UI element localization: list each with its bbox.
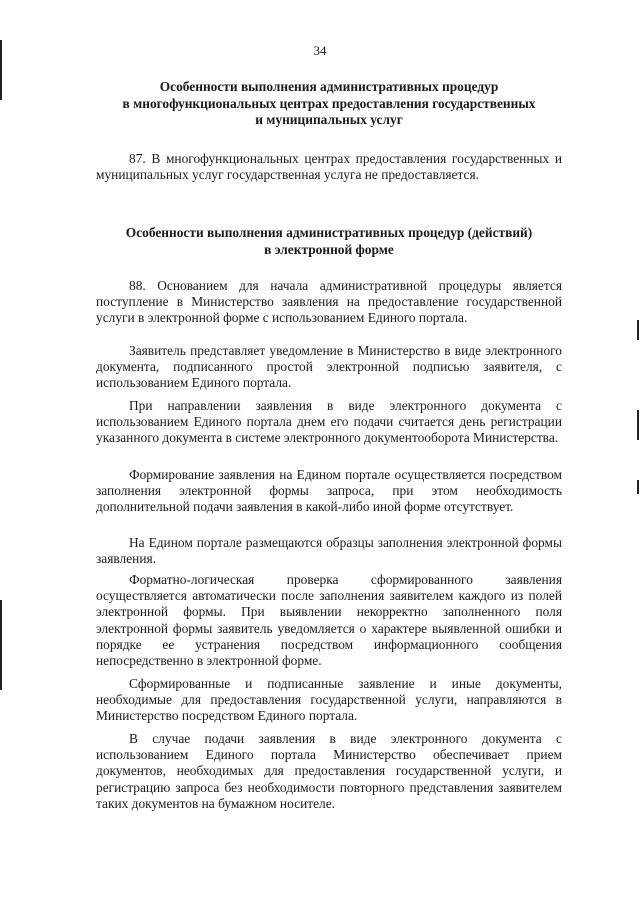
paragraph-electronic-submission: В случае подачи заявления в виде электронного документа с использованием Единого портала Министерство обеспечивает прием документов, необходимых для предоставления государственной услуги, и регистрацию запроса без необходимости повторного представления заявителем таких документов на бумажном носителе. xyxy=(96,731,562,811)
heading-line: Особенности выполнения административных процедур (действий) xyxy=(125,225,533,240)
page-number: 34 xyxy=(313,43,327,58)
heading-line: в многофункциональных центрах предоставления государственных xyxy=(122,95,536,111)
paragraph-88: 88. Основанием для начала административной процедуры является поступление в Министерство заявления на предоставление государственной услуги в электронной форме с использованием Единого портала. xyxy=(96,278,562,326)
scan-edge-mark xyxy=(0,40,2,100)
heading-line: Особенности выполнения административных процедур xyxy=(159,79,499,94)
paragraph-samples: На Едином портале размещаются образцы заполнения электронной формы заявления. xyxy=(96,535,562,567)
paragraph-87: 87. В многофункциональных центрах предоставления государственных и муниципальных услуг государственная услуга не предоставляется. xyxy=(96,151,562,183)
section-heading-electronic xyxy=(90,225,568,258)
heading-line: в электронной форме xyxy=(264,241,394,257)
paragraph-registration: При направлении заявления в виде электронного документа с использованием Единого портала днем его подачи считается день регистрации указанного документа в системе электронного документооборота Министерства. xyxy=(96,398,562,446)
scan-edge-mark xyxy=(0,600,2,690)
scan-edge-mark xyxy=(637,480,639,494)
paragraph-forming: Формирование заявления на Едином портале осуществляется посредством заполнения электронной формы запроса, при этом необходимость дополнительной подачи заявления в какой-либо иной форме отсутствует. xyxy=(96,467,562,515)
scan-edge-mark xyxy=(637,410,639,440)
heading-line: и муниципальных услуг xyxy=(255,112,403,127)
section-heading-mfc xyxy=(90,79,568,129)
scan-edge-mark xyxy=(637,320,639,340)
paragraph-submitted-documents: Сформированные и подписанные заявление и иные документы, необходимые для предоставления государственной услуги, направляются в Министерство посредством Единого портала. xyxy=(96,676,562,724)
paragraph-format-check: Форматно-логическая проверка сформированного заявления осуществляется автоматически после заполнения заявителем каждого из полей электронной формы. При выявлении некорректно заполненного поля электронной формы заявитель уведомляется о характере выявленной ошибки и порядке ее устранения посредством информационного сообщения непосредственно в электронной форме. xyxy=(96,572,562,669)
paragraph-notification: Заявитель представляет уведомление в Министерство в виде электронного документа, подписанного простой электронной подписью заявителя, с использованием Единого портала. xyxy=(96,343,562,391)
